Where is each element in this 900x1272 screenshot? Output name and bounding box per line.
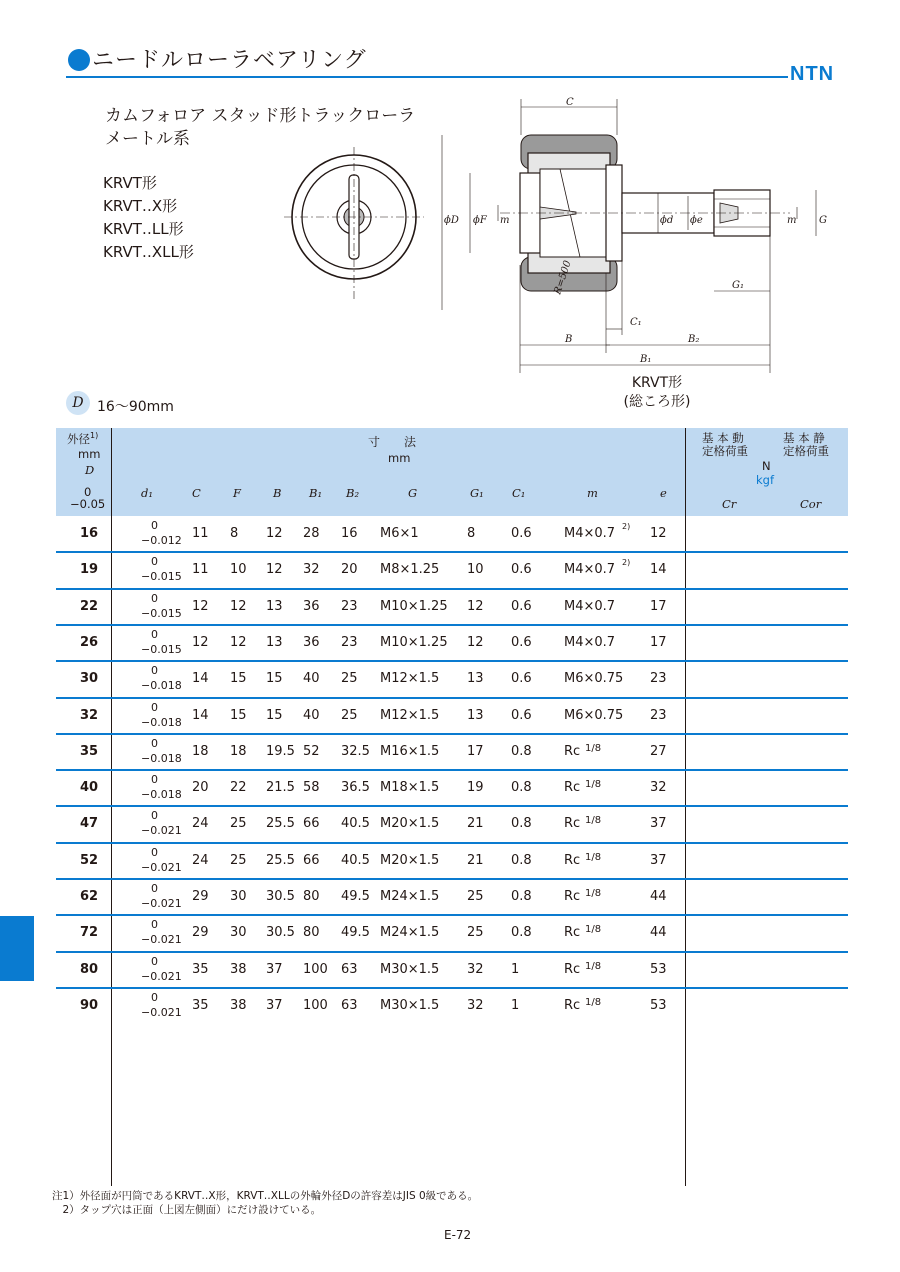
cell-b: 30.5 — [266, 889, 295, 904]
row-rule — [56, 878, 848, 880]
cell-g1: 21 — [467, 852, 484, 868]
header-d: D — [85, 463, 95, 477]
cell-m-fraction: 1/8 — [585, 960, 602, 972]
cell-d: 52 — [80, 852, 99, 868]
header-col-c1: C₁ — [512, 486, 526, 500]
cell-g1: 12 — [467, 634, 484, 650]
cell-f: 38 — [230, 961, 247, 977]
cell-d1-tol-upper: 0 — [151, 664, 158, 678]
cell-d1-tol-upper: 0 — [151, 990, 158, 1004]
header-static-load-2: 定格荷重 — [783, 444, 829, 458]
cell-m: M4×0.7 — [564, 526, 616, 541]
label-phi-e: ϕe — [690, 215, 703, 226]
row-rule — [56, 551, 848, 553]
header-d-tol-lower: −0.05 — [70, 497, 106, 511]
cell-b2: 25 — [341, 707, 358, 723]
cell-b2: 49.5 — [341, 889, 370, 904]
cell-b2: 23 — [341, 634, 358, 650]
cell-m-fraction: 1/8 — [585, 779, 602, 791]
cell-b2: 40.5 — [341, 852, 370, 868]
header-col-m: m — [587, 486, 598, 500]
cell-e: 37 — [650, 852, 667, 868]
header-col-cor: Cor — [800, 497, 822, 511]
cell-d1-tol-upper: 0 — [151, 519, 158, 532]
cell-c: 29 — [192, 889, 209, 904]
cell-d: 22 — [80, 598, 99, 614]
cell-c: 35 — [192, 961, 209, 977]
header-col-g: G — [408, 486, 418, 500]
cell-g: M18×1.5 — [380, 780, 440, 796]
cell-d1-tol-upper: 0 — [151, 845, 158, 859]
page-number: E-72 — [444, 1228, 472, 1242]
cell-f: 10 — [230, 562, 247, 578]
cell-d: 80 — [80, 961, 99, 977]
cell-e: 12 — [650, 526, 667, 541]
cell-f: 30 — [230, 889, 247, 904]
cell-g1: 12 — [467, 598, 484, 614]
cell-e: 53 — [650, 961, 667, 977]
row-rule — [56, 769, 848, 771]
cell-b2: 32.5 — [341, 743, 370, 759]
cell-m: Rc — [564, 816, 581, 832]
header-col-cr: Cr — [722, 497, 737, 511]
cell-b2: 36.5 — [341, 780, 370, 796]
cell-e: 44 — [650, 925, 667, 941]
cell-b: 25.5 — [266, 852, 295, 868]
cell-f: 25 — [230, 816, 247, 832]
cell-d1-tol-upper: 0 — [151, 918, 158, 932]
cell-c1: 0.8 — [511, 852, 532, 868]
cell-g1: 25 — [467, 889, 484, 904]
cell-m-fraction: 1/8 — [585, 996, 602, 1008]
label-c1: C₁ — [630, 317, 642, 328]
cell-e: 17 — [650, 634, 667, 650]
cell-b: 15 — [266, 707, 283, 723]
cell-b1: 80 — [303, 925, 320, 941]
cell-m: Rc — [564, 780, 581, 796]
cell-g: M16×1.5 — [380, 743, 440, 759]
cell-f: 30 — [230, 925, 247, 941]
header-col-b2: B₂ — [346, 486, 360, 500]
cell-d: 19 — [80, 562, 99, 578]
label-c: C — [566, 97, 574, 108]
cell-d1-tol-lower: −0.021 — [141, 1005, 182, 1019]
cell-d1-tol-upper: 0 — [151, 700, 158, 714]
cell-c1: 1 — [511, 997, 520, 1013]
cell-d1-tol-lower: −0.015 — [141, 606, 182, 620]
row-rule — [56, 805, 848, 807]
row-rule — [56, 660, 848, 662]
cell-f: 22 — [230, 780, 247, 796]
cell-m: Rc — [564, 925, 581, 941]
cell-b1: 100 — [303, 997, 328, 1013]
cell-c1: 0.6 — [511, 634, 532, 650]
cell-f: 8 — [230, 526, 239, 541]
cell-d1-tol-lower: −0.018 — [141, 751, 182, 765]
cell-b: 30.5 — [266, 925, 295, 941]
header-col-c: C — [192, 486, 201, 500]
cell-g: M12×1.5 — [380, 707, 440, 723]
cell-d1-tol-lower: −0.021 — [141, 824, 182, 838]
cell-d1-tol-lower: −0.015 — [141, 642, 182, 656]
cell-m-fraction: 1/8 — [585, 924, 602, 936]
cell-d1-tol-upper: 0 — [151, 954, 158, 968]
subtitle-line-1: カムフォロア スタッド形トラックローラ — [105, 106, 416, 126]
cell-c: 12 — [192, 598, 209, 614]
cell-g: M24×1.5 — [380, 889, 440, 904]
cell-b: 13 — [266, 598, 283, 614]
cell-c: 14 — [192, 707, 209, 723]
cell-b2: 40.5 — [341, 816, 370, 832]
figure-caption — [612, 374, 702, 412]
type-krvt-x: KRVT‥X形 — [103, 197, 178, 215]
cell-b1: 52 — [303, 743, 320, 759]
header-dimensions-unit: mm — [388, 451, 411, 465]
cell-b: 21.5 — [266, 780, 295, 796]
row-rule — [56, 697, 848, 699]
cell-c1: 0.6 — [511, 598, 532, 614]
header-dimensions: 寸 法 — [368, 435, 417, 449]
cell-m-fraction: 1/8 — [585, 742, 602, 754]
cell-g: M20×1.5 — [380, 816, 440, 832]
header-dynamic-load-1: 基 本 動 — [702, 431, 744, 445]
cell-m-fraction: 1/8 — [585, 851, 602, 863]
header-static-load-1: 基 本 静 — [783, 431, 825, 445]
cell-g: M6×1 — [380, 526, 419, 541]
cell-g1: 8 — [467, 526, 476, 541]
cell-d1-tol-lower: −0.021 — [141, 969, 182, 983]
cell-m-footnote-ref: 2) — [622, 558, 631, 568]
cell-d1-tol-lower: −0.012 — [141, 534, 182, 547]
label-m-right: m — [787, 215, 797, 226]
cell-c1: 0.6 — [511, 671, 532, 687]
type-krvt-xll: KRVT‥XLL形 — [103, 243, 194, 261]
header-col-f: F — [233, 486, 241, 500]
cell-d1-tol-upper: 0 — [151, 555, 158, 569]
cell-c1: 0.8 — [511, 743, 532, 759]
bearing-drawing — [270, 95, 840, 425]
header-d-tol-upper: 0 — [84, 485, 92, 499]
cell-e: 44 — [650, 889, 667, 904]
front-view — [284, 147, 424, 300]
cell-b1: 100 — [303, 961, 328, 977]
cell-g: M24×1.5 — [380, 925, 440, 941]
cell-m-fraction: 1/8 — [585, 888, 602, 899]
cell-d: 90 — [80, 997, 99, 1013]
cell-c1: 0.6 — [511, 526, 532, 541]
cell-d1-tol-lower: −0.021 — [141, 860, 182, 874]
cell-c: 12 — [192, 634, 209, 650]
cell-b: 13 — [266, 634, 283, 650]
page-title: ニードルローラベアリング — [92, 48, 367, 73]
cell-b1: 32 — [303, 562, 320, 578]
cell-b: 15 — [266, 671, 283, 687]
header-col-e: e — [660, 486, 667, 500]
cell-c: 14 — [192, 671, 209, 687]
cell-b: 37 — [266, 997, 283, 1013]
cell-e: 53 — [650, 997, 667, 1013]
cell-g: M20×1.5 — [380, 852, 440, 868]
side-view — [500, 135, 790, 291]
cell-b2: 23 — [341, 598, 358, 614]
header-unit-kgf: kgf — [756, 473, 775, 487]
cell-c1: 0.8 — [511, 925, 532, 941]
cell-f: 18 — [230, 743, 247, 759]
cell-m: M6×0.75 — [564, 671, 624, 687]
cell-e: 23 — [650, 671, 667, 687]
cell-d: 35 — [80, 743, 99, 759]
cell-d: 62 — [80, 889, 99, 904]
cell-b: 25.5 — [266, 816, 295, 832]
cell-e: 14 — [650, 562, 667, 578]
cell-c: 11 — [192, 562, 209, 578]
footnote-2: 2）タップ穴は正面（上図左側面）にだけ設けている。 — [52, 1204, 322, 1216]
cell-b1: 36 — [303, 598, 320, 614]
section-side-tab — [0, 916, 34, 981]
header-outer-dia: 外径$^{1)}$ — [67, 431, 99, 446]
cell-d1-tol-lower: −0.021 — [141, 897, 182, 910]
label-phi-d1: ϕd — [660, 215, 674, 226]
cell-e: 17 — [650, 598, 667, 614]
cell-g1: 10 — [467, 562, 484, 578]
cell-c: 35 — [192, 997, 209, 1013]
cell-b2: 16 — [341, 526, 358, 541]
label-m-left: m — [500, 215, 510, 226]
cell-b: 37 — [266, 961, 283, 977]
cell-g: M30×1.5 — [380, 961, 440, 977]
cell-g: M8×1.25 — [380, 562, 440, 578]
cell-c: 24 — [192, 816, 209, 832]
cell-b: 12 — [266, 526, 283, 541]
cell-c1: 1 — [511, 961, 520, 977]
cell-m: Rc — [564, 961, 581, 977]
cell-m-fraction: 1/8 — [585, 815, 602, 827]
row-rule — [56, 842, 848, 844]
label-b2: B₂ — [688, 334, 700, 345]
cell-d: 26 — [80, 634, 99, 650]
cell-d1-tol-lower: −0.018 — [141, 788, 182, 802]
label-phi-f: ϕF — [473, 215, 487, 226]
header-unit-n: N — [762, 459, 771, 473]
label-g1: G₁ — [732, 280, 744, 291]
cell-f: 15 — [230, 671, 247, 687]
d-range-text: 16～90mm — [97, 399, 174, 415]
label-r500: R=500 — [552, 259, 574, 296]
header-col-g1: G₁ — [470, 486, 484, 500]
cell-b1: 66 — [303, 816, 320, 832]
brand-logo: NTN — [790, 63, 835, 85]
cell-g1: 19 — [467, 780, 484, 796]
cell-c: 18 — [192, 743, 209, 759]
cell-d: 72 — [80, 925, 99, 941]
cell-e: 32 — [650, 780, 667, 796]
cell-d: 32 — [80, 707, 99, 723]
cell-g1: 13 — [467, 671, 484, 687]
label-b1: B₁ — [640, 354, 652, 365]
cell-g: M10×1.25 — [380, 634, 448, 650]
cell-d1-tol-lower: −0.018 — [141, 715, 182, 729]
cell-d1-tol-upper: 0 — [151, 773, 158, 787]
cell-d1-tol-upper: 0 — [151, 809, 158, 823]
cell-b2: 20 — [341, 562, 358, 578]
cell-f: 15 — [230, 707, 247, 723]
cell-b1: 58 — [303, 780, 320, 796]
cell-d: 16 — [80, 526, 99, 541]
cell-b1: 40 — [303, 671, 320, 687]
cell-e: 37 — [650, 816, 667, 832]
cell-c1: 0.8 — [511, 816, 532, 832]
cell-b2: 25 — [341, 671, 358, 687]
cell-b: 12 — [266, 562, 283, 578]
title-bullet-icon — [68, 49, 90, 71]
cell-c1: 0.8 — [511, 889, 532, 904]
cell-g1: 25 — [467, 925, 484, 941]
header-mm: mm — [78, 447, 101, 461]
cell-c1: 0.6 — [511, 707, 532, 723]
cell-b2: 49.5 — [341, 925, 370, 941]
cell-g: M30×1.5 — [380, 997, 440, 1013]
cell-g1: 17 — [467, 743, 484, 759]
row-rule — [56, 914, 848, 916]
header-dynamic-load-2: 定格荷重 — [702, 444, 748, 458]
cell-b2: 63 — [341, 961, 358, 977]
figure-caption-line2: (総ころ形) — [623, 394, 691, 410]
cell-m: Rc — [564, 997, 581, 1013]
cell-f: 25 — [230, 852, 247, 868]
cell-b1: 40 — [303, 707, 320, 723]
figure-caption-line1: KRVT形 — [631, 375, 683, 391]
cell-c: 24 — [192, 852, 209, 868]
row-rule — [56, 951, 848, 953]
cell-d: 40 — [80, 780, 99, 796]
cell-m: M4×0.7 — [564, 562, 616, 578]
cell-m: Rc — [564, 852, 581, 868]
cell-c1: 0.6 — [511, 562, 532, 578]
header-col-d1: d₁ — [141, 486, 153, 500]
cell-c: 20 — [192, 780, 209, 796]
row-rule — [56, 987, 848, 989]
cell-c: 29 — [192, 925, 209, 941]
cell-d1-tol-lower: −0.018 — [141, 679, 182, 693]
cell-f: 12 — [230, 634, 247, 650]
cell-d1-tol-upper: 0 — [151, 882, 158, 895]
cell-d1-tol-lower: −0.021 — [141, 933, 182, 947]
header-col-b1: B₁ — [309, 486, 323, 500]
cell-e: 27 — [650, 743, 667, 759]
cell-b2: 63 — [341, 997, 358, 1013]
cell-b1: 66 — [303, 852, 320, 868]
cell-d1-tol-upper: 0 — [151, 736, 158, 750]
cell-d: 47 — [80, 816, 99, 832]
footnote-1: 注1）外径面が円筒であるKRVT‥X形，KRVT‥XLLの外輪外径Dの許容差はJIS 0級である。 — [52, 1190, 479, 1202]
cell-m: M6×0.75 — [564, 707, 624, 723]
cell-c: 11 — [192, 526, 209, 541]
d-symbol-badge: D — [66, 391, 90, 415]
cell-g: M12×1.5 — [380, 671, 440, 687]
header-col-b: B — [273, 486, 282, 500]
cell-m: M4×0.7 — [564, 634, 616, 650]
cell-b: 19.5 — [266, 743, 295, 759]
cell-g: M10×1.25 — [380, 598, 448, 614]
cell-g1: 32 — [467, 961, 484, 977]
label-b: B — [565, 334, 573, 345]
cell-d1-tol-upper: 0 — [151, 591, 158, 605]
cell-d1-tol-upper: 0 — [151, 627, 158, 641]
label-phi-d: ϕD — [444, 215, 459, 226]
row-rule — [56, 624, 848, 626]
row-rule — [56, 588, 848, 590]
title-rule — [66, 76, 788, 78]
cell-g1: 13 — [467, 707, 484, 723]
row-rule — [56, 733, 848, 735]
cell-g1: 32 — [467, 997, 484, 1013]
cell-d: 30 — [80, 671, 99, 687]
cell-b1: 80 — [303, 889, 320, 904]
subtitle-line-2: メートル系 — [105, 129, 190, 149]
cell-d1-tol-lower: −0.015 — [141, 570, 182, 584]
cell-f: 12 — [230, 598, 247, 614]
label-g: G — [819, 215, 827, 226]
cell-m: Rc — [564, 743, 581, 759]
cell-m: Rc — [564, 889, 581, 904]
cell-f: 38 — [230, 997, 247, 1013]
type-krvt: KRVT形 — [103, 174, 157, 192]
cell-m-footnote-ref: 2) — [622, 522, 631, 531]
cell-e: 23 — [650, 707, 667, 723]
cell-g1: 21 — [467, 816, 484, 832]
cell-m: M4×0.7 — [564, 598, 616, 614]
cell-b1: 28 — [303, 526, 320, 541]
type-krvt-ll: KRVT‥LL形 — [103, 220, 184, 238]
cell-c1: 0.8 — [511, 780, 532, 796]
cell-b1: 36 — [303, 634, 320, 650]
